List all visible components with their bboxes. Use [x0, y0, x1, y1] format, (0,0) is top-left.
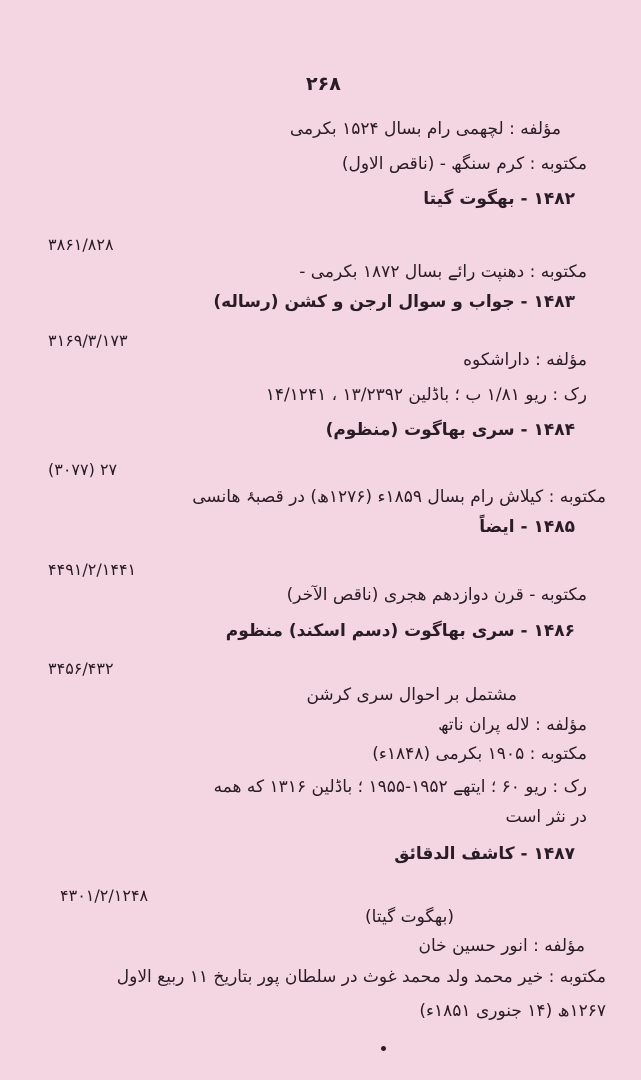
entry-heading: ۱۴۸۴ - سری بھاگوت (منظوم) [325, 420, 575, 440]
entry-heading: ۱۴۸۲ - بھگوت گیتا [423, 189, 575, 209]
reference-number: ۳۸۶۱/۸۲۸ [48, 235, 114, 254]
text-line: مشتمل بر احوال سری کرشن [306, 685, 517, 705]
text-line: مؤلفه : داراشکوه [463, 350, 587, 370]
entry-heading: ۱۴۸۷ - کاشف الدقائق [394, 844, 575, 864]
text-line: رک : ریو ۱/۸۱ ب ؛ باڈلین ۱۳/۲۳۹۲ ، ۱۴/۱۲۴۱ [265, 385, 587, 405]
reference-number: ۳۱۶۹/۳/۱۷۳ [48, 331, 128, 350]
text-line: مکتوبه : کیلاش رام بسال ۱۸۵۹ء (۱۲۷۶ھ) در قصبۂ ھانسی [192, 487, 606, 507]
text-line: مکتوبه - قرن دوازدھم ھجری (ناقص الآخر) [286, 585, 587, 605]
entry-heading: ۱۴۸۵ - ایضاً [479, 517, 575, 537]
text-line: (بھگوت گیتا) [365, 907, 454, 927]
reference-number: ۴۳۰۱/۲/۱۲۴۸ [60, 886, 149, 905]
text-line: مکتوبه : ۱۹۰۵ بکرمی (۱۸۴۸ء) [372, 744, 587, 764]
entry-heading: ۱۴۸۳ - جواب و سوال ارجن و کشن (رساله) [213, 292, 575, 312]
text-line: مؤلفه : لاله پران ناتھ [438, 715, 587, 735]
page-mark [381, 1046, 386, 1051]
text-line: مکتوبه : کرم سنگھ - (ناقص الاول) [341, 154, 587, 174]
page-number: ۲۶۸ [306, 73, 341, 95]
text-line: ۱۲۶۷ھ (۱۴ جنوری ۱۸۵۱ء) [419, 1001, 606, 1021]
reference-number: ۴۴۹۱/۲/۱۴۴۱ [48, 560, 137, 579]
reference-number: ۳۴۵۶/۴۳۲ [48, 659, 114, 678]
text-line: مؤلفه : انور حسین خان [418, 936, 585, 956]
reference-number: (۳۰۷۷) ۲۷ [48, 460, 118, 479]
text-line: رک : ریو ۶۰ ؛ ایتھے ۱۹۵۲-۱۹۵۵ ؛ باڈلین ۱۳۱۶ که ھمه [213, 777, 587, 797]
text-line: در نثر است [505, 807, 587, 827]
entry-heading: ۱۴۸۶ - سری بھاگوت (دسم اسکند) منظوم [225, 621, 575, 641]
text-line: مکتوبه : خیر محمد ولد محمد غوث در سلطان پور بتاریخ ۱۱ ربیع الاول [116, 967, 606, 987]
text-line: مؤلفه : لچھمی رام بسال ۱۵۲۴ بکرمی [289, 119, 561, 139]
text-line: مکتوبه : دھنپت رائے بسال ۱۸۷۲ بکرمی - [299, 262, 587, 282]
